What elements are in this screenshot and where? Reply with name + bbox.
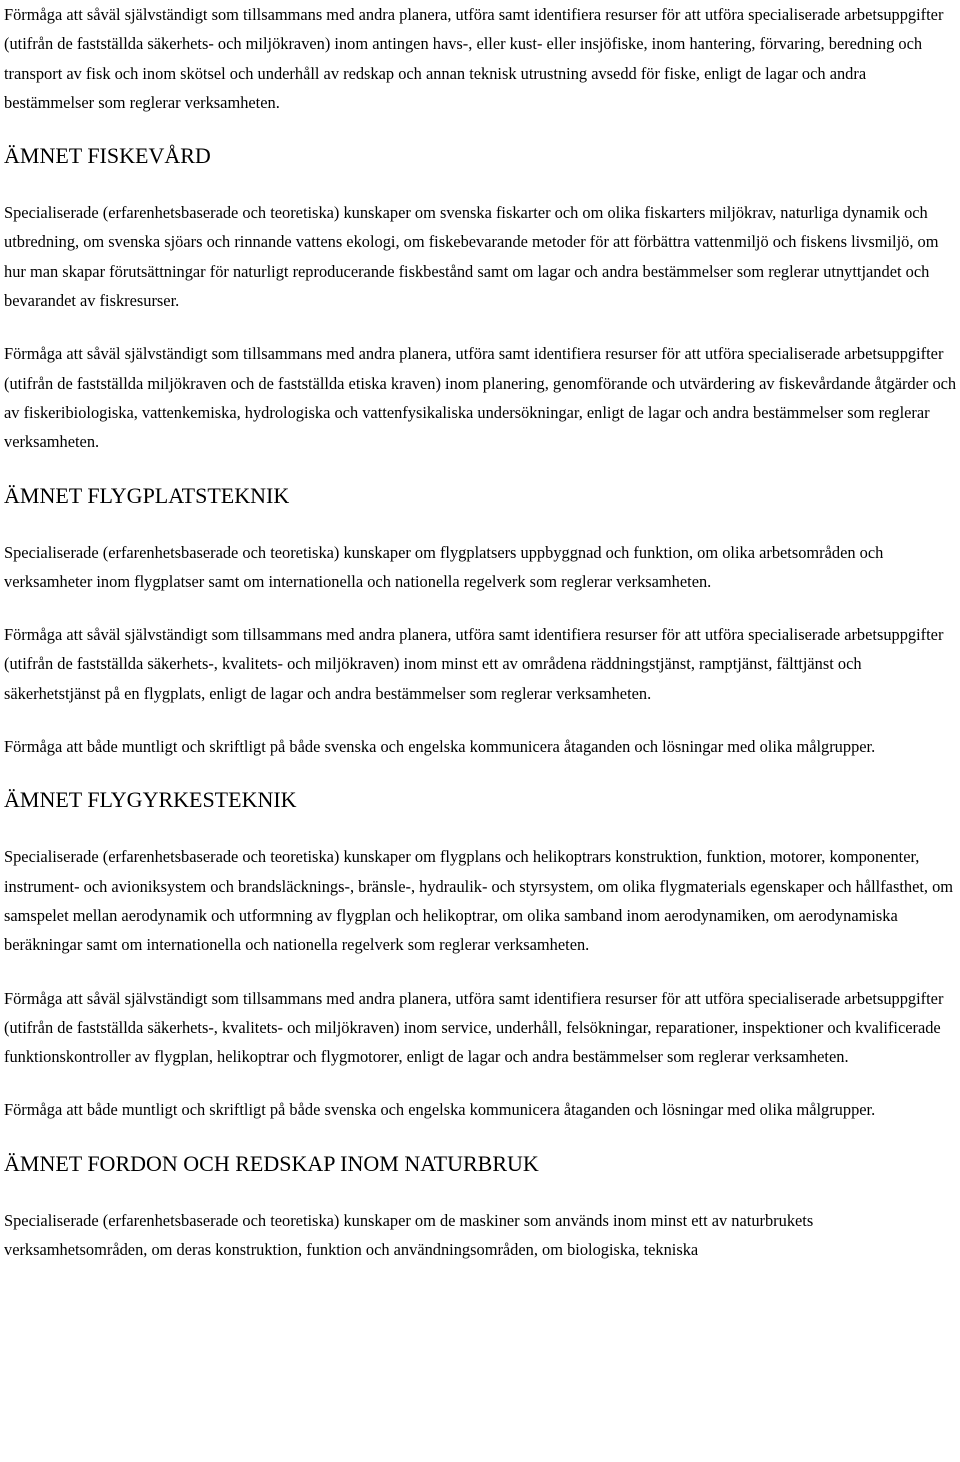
paragraph-communication: Förmåga att både muntligt och skriftligt på både svenska och engelska kommunicera åtaganden och lösningar med olika målgrupper. xyxy=(4,1100,876,1120)
paragraph-ability: Förmåga att såväl självständigt som tillsammans med andra planera, utföra samt identifiera resurser för att utföra specialiserade arbetsuppgifter (utifrån de fastställda säkerhets-, kvalitets- och miljökraven) inom service, underhåll, felsökningar, reparationer, inspektioner och kvalificerade funktionskontroller av flygplan, helikoptrar och flygmotorer, enligt de lagar och andra bestämmelser som reglerar verksamheten. xyxy=(4,988,944,1067)
document-page xyxy=(4,0,958,1264)
paragraph-ability: Förmåga att såväl självständigt som tillsammans med andra planera, utföra samt identifiera resurser för att utföra specialiserade arbetsuppgifter (utifrån de fastställda miljökraven och de fastställda etiska kraven) inom planering, genomförande och utvärdering av fiskevårdande åtgärder och av fiskeribiologiska, vattenkemiska, hydrologiska och vattenfysikaliska undersökningar, enligt de lagar och andra bestämmelser som reglerar verksamheten. xyxy=(4,344,957,452)
section-flygyrkesteknik xyxy=(4,785,958,1124)
section-heading-flygplatsteknik: ÄMNET FLYGPLATSTEKNIK xyxy=(4,482,290,508)
section-heading-fordon-och-redskap: ÄMNET FORDON OCH REDSKAP INOM NATURBRUK xyxy=(4,1150,539,1176)
section-flygplatsteknik xyxy=(4,481,958,762)
paragraph-ability: Förmåga att såväl självständigt som tillsammans med andra planera, utföra samt identifiera resurser för att utföra specialiserade arbetsuppgifter (utifrån de fastställda säkerhets-, kvalitets- och miljökraven) inom minst ett av områdena räddningstjänst, ramptjänst, fälttjänst och säkerhetstjänst på en flygplats, enligt de lagar och andra bestämmelser som reglerar verksamheten. xyxy=(4,625,944,703)
section-fordon-och-redskap xyxy=(4,1149,958,1265)
section-fiskevard xyxy=(4,141,958,456)
intro-paragraph: Förmåga att såväl självständigt som tillsammans med andra planera, utföra samt identifiera resurser för att utföra specialiserade arbetsuppgifter (utifrån de fastställda säkerhets- och miljökraven) inom antingen havs-, eller kust- eller insjöfiske, inom hantering, förvaring, beredning och transport av fisk och inom skötsel och underhåll av redskap och annan teknisk utrustning avsedd för fiske, enligt de lagar och andra bestämmelser som reglerar verksamheten. xyxy=(4,5,944,112)
paragraph-knowledge: Specialiserade (erfarenhetsbaserade och teoretiska) kunskaper om flygplatsers uppbyggnad och funktion, om olika arbetsområden och verksamheter inom flygplatser samt om internationella och nationella regelverk som reglerar verksamheten. xyxy=(4,542,884,591)
paragraph-knowledge: Specialiserade (erfarenhetsbaserade och teoretiska) kunskaper om flygplans och helikoptrars konstruktion, funktion, motorer, komponenter, instrument- och avioniksystem och brandsläcknings-, bränsle-, hydraulik- och styrsystem, om olika flygmaterials egenskaper och hållfasthet, om samspelet mellan aerodynamik och utformning av flygplan och helikoptrar, om olika samband inom aerodynamiken, om aerodynamiska beräkningar samt om internationella och nationella regelverk som reglerar verksamheten. xyxy=(4,847,954,955)
paragraph-knowledge: Specialiserade (erfarenhetsbaserade och teoretiska) kunskaper om svenska fiskarter och om olika fiskarters miljökrav, naturliga dynamik och utbredning, om svenska sjöars och rinnande vattens ekologi, om fiskebevarande metoder för att förbättra vattenmiljö och fiskens livsmiljö, om hur man skapar förutsättningar för naturligt reproducerande fiskbestånd samt om lagar och andra bestämmelser som reglerar utnyttjandet och bevarandet av fiskresurser. xyxy=(4,203,939,311)
paragraph-knowledge: Specialiserade (erfarenhetsbaserade och teoretiska) kunskaper om de maskiner som används inom minst ett av naturbrukets verksamhetsområden, om deras konstruktion, funktion och användningsområden, om biologiska, tekniska xyxy=(4,1210,814,1260)
section-heading-fiskevard: ÄMNET FISKEVÅRD xyxy=(4,143,211,169)
paragraph-communication: Förmåga att både muntligt och skriftligt på både svenska och engelska kommunicera åtaganden och lösningar med olika målgrupper. xyxy=(4,737,876,757)
section-heading-flygyrkesteknik: ÄMNET FLYGYRKESTEKNIK xyxy=(4,787,297,813)
